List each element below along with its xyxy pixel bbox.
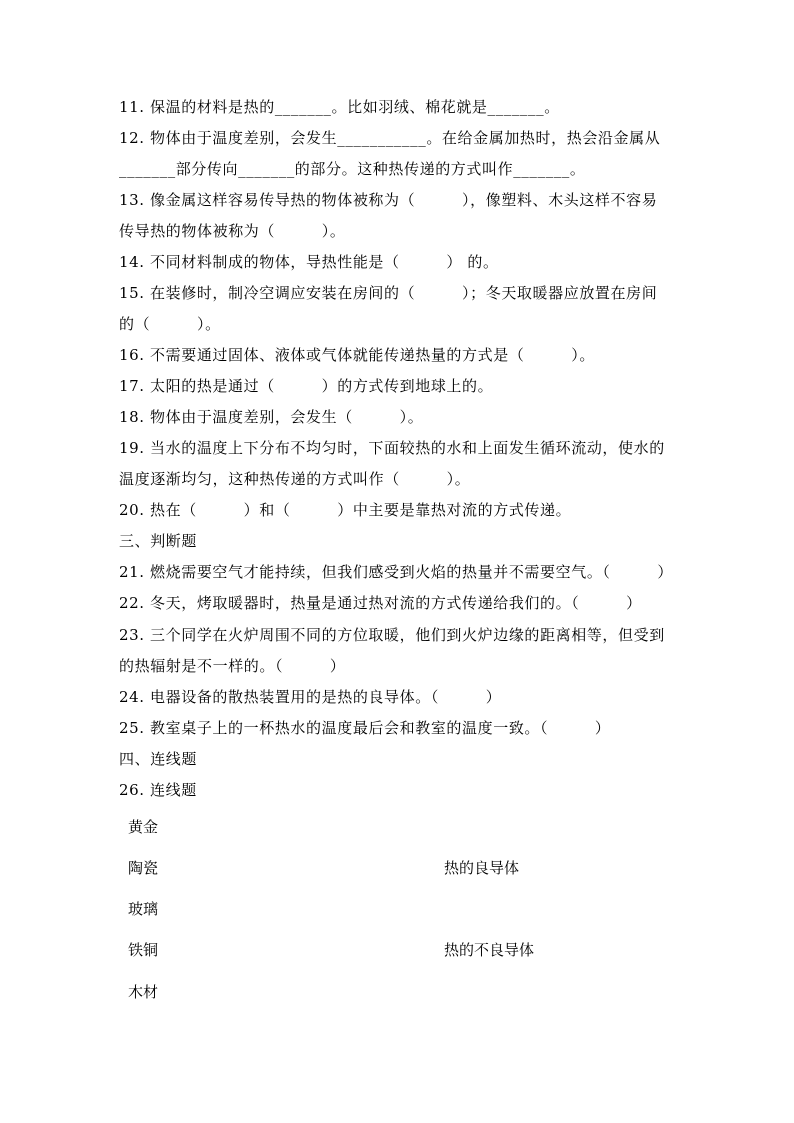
question-13-line-1: 13. 像金属这样容易传导热的物体被称为（ ），像塑料、木头这样不容易 [119, 191, 658, 209]
question-20: 20. 热在（ ）和（ ）中主要是靠热对流的方式传递。 [119, 501, 572, 519]
section-3-title: 三、判断题 [119, 532, 198, 550]
question-18: 18. 物体由于温度差别，会发生（ ）。 [119, 408, 424, 426]
question-19-line-1: 19. 当水的温度上下分布不均匀时，下面较热的水和上面发生循环流动，使水的 [119, 439, 665, 457]
question-23-line-1: 23. 三个同学在火炉周围不同的方位取暖，他们到火炉边缘的距离相等，但受到 [119, 626, 665, 644]
match-left-item: 陶瓷 [128, 859, 159, 877]
match-right-item: 热的良导体 [444, 859, 520, 877]
question-25: 25. 教室桌子上的一杯热水的温度最后会和教室的温度一致。（ ） [119, 719, 611, 737]
question-23-line-2: 的热辐射是不一样的。（ ） [119, 657, 346, 675]
match-left-item: 黄金 [128, 818, 159, 836]
question-14: 14. 不同材料制成的物体，导热性能是（ ） 的。 [119, 253, 499, 271]
question-15-line-2: 的（ ）。 [119, 315, 221, 333]
question-19-line-2: 温度逐渐均匀，这种热传递的方式叫作（ ）。 [119, 470, 471, 488]
question-13-line-2: 传导热的物体被称为（ ）。 [119, 222, 346, 240]
question-11: 11. 保温的材料是热的_______。比如羽绒、棉花就是_______。 [119, 98, 560, 116]
question-26-title: 26. 连线题 [119, 781, 197, 799]
match-right-item: 热的不良导体 [444, 941, 535, 959]
match-left-item: 铁铜 [128, 941, 159, 959]
question-22: 22. 冬天，烤取暖器时，热量是通过热对流的方式传递给我们的。（ ） [119, 594, 642, 612]
match-left-item: 木材 [128, 983, 159, 1001]
section-4-title: 四、连线题 [119, 750, 198, 768]
question-16: 16. 不需要通过固体、液体或气体就能传递热量的方式是（ ）。 [119, 346, 595, 364]
question-21: 21. 燃烧需要空气才能持续，但我们感受到火焰的热量并不需要空气。（ ） [119, 563, 673, 581]
question-15-line-1: 15. 在装修时，制冷空调应安装在房间的（ ）；冬天取暖器应放置在房间 [119, 284, 658, 302]
question-17: 17. 太阳的热是通过（ ）的方式传到地球上的。 [119, 377, 494, 395]
question-12-line-2: _______部分传向_______的部分。这种热传递的方式叫作_______。 [119, 160, 586, 178]
match-left-item: 玻璃 [128, 900, 159, 918]
question-12-line-1: 12. 物体由于温度差别，会发生___________。在给金属加热时，热会沿金属从 [119, 129, 661, 147]
question-24: 24. 电器设备的散热装置用的是热的良导体。（ ） [119, 688, 502, 706]
